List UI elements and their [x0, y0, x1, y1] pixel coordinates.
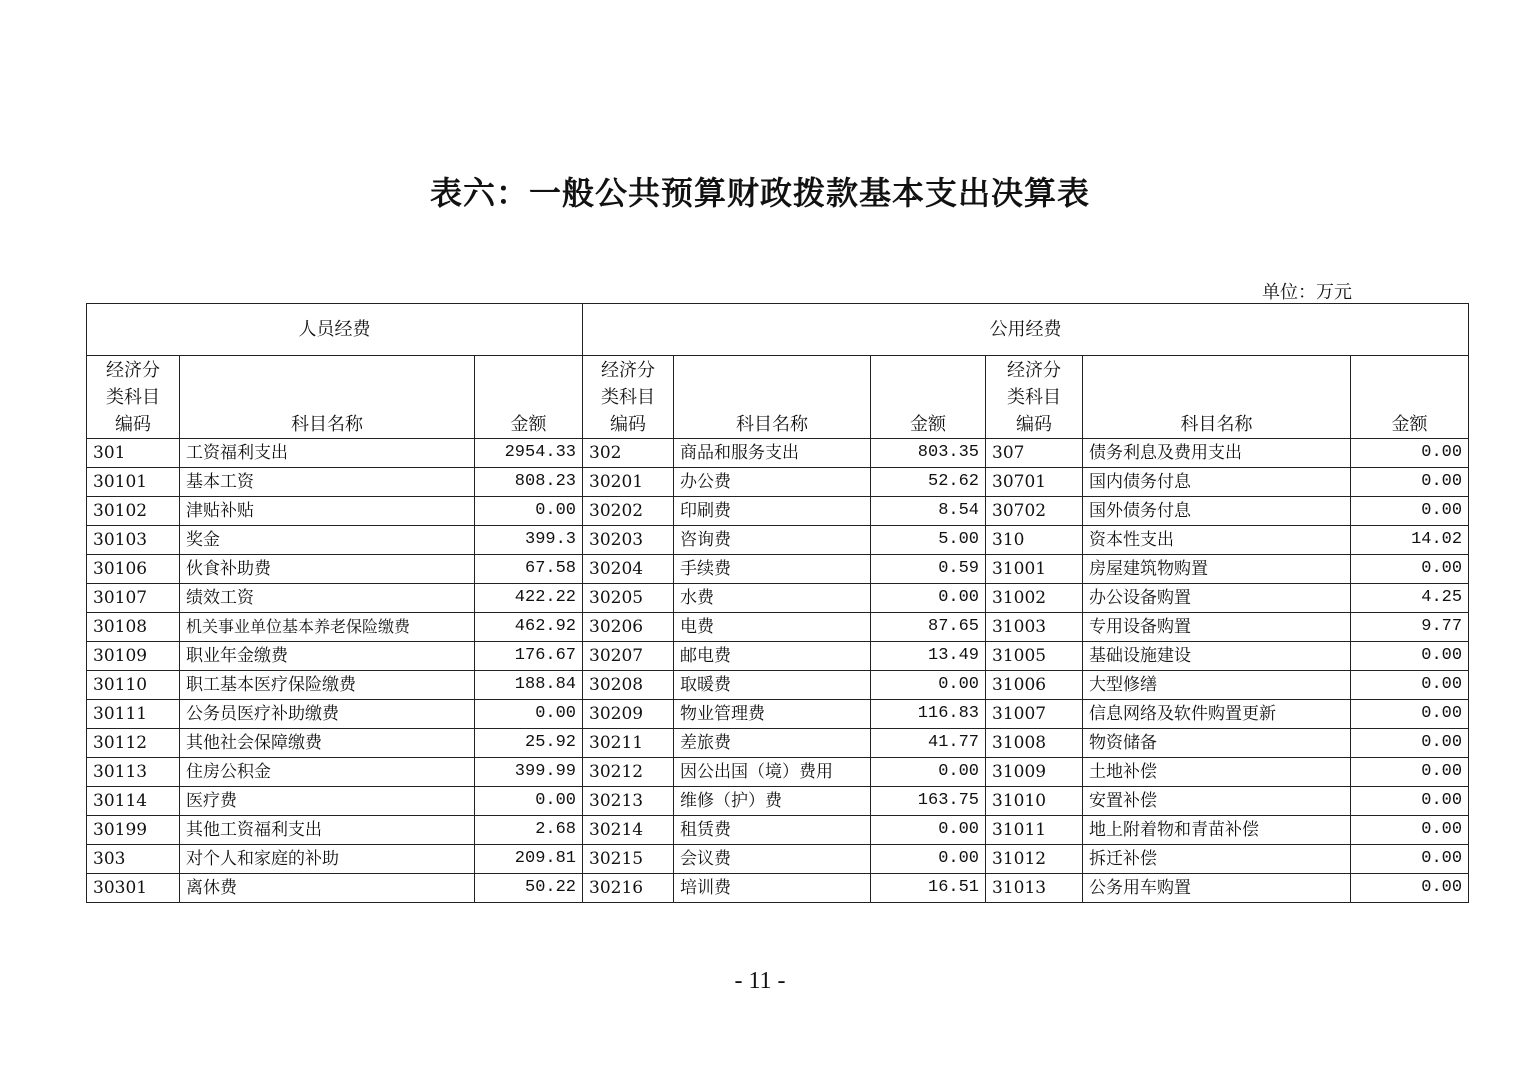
cell-name: 安置补偿 — [1083, 787, 1351, 816]
table-row — [87, 555, 1469, 584]
cell-amount: 0.00 — [871, 758, 986, 787]
cell-name: 津贴补贴 — [180, 497, 475, 526]
cell-code: 30107 — [87, 584, 180, 613]
cell-name: 差旅费 — [674, 729, 871, 758]
table-row — [87, 758, 1469, 787]
cell-name: 物资储备 — [1083, 729, 1351, 758]
cell-name: 维修（护）费 — [674, 787, 871, 816]
group-personnel: 人员经费 — [87, 304, 583, 356]
page-title: 表六：一般公共预算财政拨款基本支出决算表 — [429, 174, 1090, 212]
cell-code: 302 — [583, 439, 674, 468]
group-public: 公用经费 — [583, 304, 1469, 356]
table-row — [87, 497, 1469, 526]
cell-name: 商品和服务支出 — [674, 439, 871, 468]
cell-amount: 399.99 — [475, 758, 583, 787]
cell-name: 绩效工资 — [180, 584, 475, 613]
cell-amount: 8.54 — [871, 497, 986, 526]
cell-amount: 2954.33 — [475, 439, 583, 468]
table-row — [87, 468, 1469, 497]
cell-amount: 0.00 — [871, 845, 986, 874]
cell-name: 资本性支出 — [1083, 526, 1351, 555]
cell-code: 30211 — [583, 729, 674, 758]
cell-name: 拆迁补偿 — [1083, 845, 1351, 874]
page-number: - 11 - — [734, 968, 786, 994]
cell-name: 办公费 — [674, 468, 871, 497]
cell-code: 30110 — [87, 671, 180, 700]
cell-amount: 41.77 — [871, 729, 986, 758]
header-name: 科目名称 — [1083, 356, 1351, 439]
cell-amount: 50.22 — [475, 874, 583, 903]
cell-code: 30109 — [87, 642, 180, 671]
cell-code: 30202 — [583, 497, 674, 526]
cell-code: 30199 — [87, 816, 180, 845]
cell-name: 公务员医疗补助缴费 — [180, 700, 475, 729]
header-amount: 金额 — [1351, 356, 1469, 439]
cell-name: 其他社会保障缴费 — [180, 729, 475, 758]
cell-amount: 16.51 — [871, 874, 986, 903]
cell-amount: 0.00 — [1351, 468, 1469, 497]
cell-code: 30212 — [583, 758, 674, 787]
cell-amount: 25.92 — [475, 729, 583, 758]
cell-code: 30301 — [87, 874, 180, 903]
cell-name: 工资福利支出 — [180, 439, 475, 468]
cell-code: 31013 — [986, 874, 1083, 903]
cell-code: 31002 — [986, 584, 1083, 613]
cell-name: 基础设施建设 — [1083, 642, 1351, 671]
cell-amount: 2.68 — [475, 816, 583, 845]
budget-table — [86, 303, 1469, 903]
cell-code: 31007 — [986, 700, 1083, 729]
cell-name: 邮电费 — [674, 642, 871, 671]
cell-code: 31012 — [986, 845, 1083, 874]
cell-name: 培训费 — [674, 874, 871, 903]
cell-amount: 399.3 — [475, 526, 583, 555]
cell-name: 国内债务付息 — [1083, 468, 1351, 497]
cell-amount: 87.65 — [871, 613, 986, 642]
cell-code: 30101 — [87, 468, 180, 497]
cell-code: 30201 — [583, 468, 674, 497]
cell-amount: 0.00 — [475, 787, 583, 816]
cell-code: 303 — [87, 845, 180, 874]
cell-amount: 0.00 — [475, 700, 583, 729]
cell-amount: 176.67 — [475, 642, 583, 671]
cell-amount: 0.59 — [871, 555, 986, 584]
header-code: 经济分 类科目 编码 — [87, 356, 180, 439]
cell-code: 30108 — [87, 613, 180, 642]
table-row — [87, 642, 1469, 671]
cell-amount: 13.49 — [871, 642, 986, 671]
table-row — [87, 700, 1469, 729]
cell-code: 30209 — [583, 700, 674, 729]
cell-code: 31008 — [986, 729, 1083, 758]
cell-name: 地上附着物和青苗补偿 — [1083, 816, 1351, 845]
cell-amount: 116.83 — [871, 700, 986, 729]
table-row — [87, 613, 1469, 642]
cell-name: 住房公积金 — [180, 758, 475, 787]
cell-amount: 0.00 — [1351, 671, 1469, 700]
table-row — [87, 729, 1469, 758]
cell-amount: 0.00 — [1351, 729, 1469, 758]
cell-amount: 0.00 — [1351, 700, 1469, 729]
cell-code: 30203 — [583, 526, 674, 555]
cell-name: 奖金 — [180, 526, 475, 555]
cell-name: 因公出国（境）费用 — [674, 758, 871, 787]
cell-code: 30205 — [583, 584, 674, 613]
header-name: 科目名称 — [674, 356, 871, 439]
cell-name: 印刷费 — [674, 497, 871, 526]
cell-amount: 188.84 — [475, 671, 583, 700]
table-row — [87, 584, 1469, 613]
cell-name: 离休费 — [180, 874, 475, 903]
cell-amount: 209.81 — [475, 845, 583, 874]
cell-name: 手续费 — [674, 555, 871, 584]
cell-code: 30204 — [583, 555, 674, 584]
cell-code: 30216 — [583, 874, 674, 903]
cell-code: 30208 — [583, 671, 674, 700]
cell-name: 会议费 — [674, 845, 871, 874]
cell-amount: 52.62 — [871, 468, 986, 497]
cell-amount: 4.25 — [1351, 584, 1469, 613]
cell-amount: 0.00 — [1351, 555, 1469, 584]
cell-name: 机关事业单位基本养老保险缴费 — [180, 613, 475, 642]
cell-code: 30112 — [87, 729, 180, 758]
cell-name: 办公设备购置 — [1083, 584, 1351, 613]
cell-amount: 0.00 — [1351, 497, 1469, 526]
cell-code: 31003 — [986, 613, 1083, 642]
cell-amount: 0.00 — [1351, 816, 1469, 845]
cell-amount: 0.00 — [1351, 845, 1469, 874]
cell-code: 301 — [87, 439, 180, 468]
cell-name: 国外债务付息 — [1083, 497, 1351, 526]
cell-name: 土地补偿 — [1083, 758, 1351, 787]
cell-name: 咨询费 — [674, 526, 871, 555]
cell-amount: 0.00 — [475, 497, 583, 526]
table-row — [87, 787, 1469, 816]
cell-code: 30215 — [583, 845, 674, 874]
cell-amount: 0.00 — [1351, 874, 1469, 903]
cell-name: 房屋建筑物购置 — [1083, 555, 1351, 584]
cell-code: 30213 — [583, 787, 674, 816]
cell-code: 307 — [986, 439, 1083, 468]
cell-code: 31006 — [986, 671, 1083, 700]
cell-code: 30113 — [87, 758, 180, 787]
cell-name: 租赁费 — [674, 816, 871, 845]
cell-name: 债务利息及费用支出 — [1083, 439, 1351, 468]
cell-code: 30102 — [87, 497, 180, 526]
cell-amount: 0.00 — [1351, 439, 1469, 468]
cell-name: 取暖费 — [674, 671, 871, 700]
cell-code: 31001 — [986, 555, 1083, 584]
cell-code: 30114 — [87, 787, 180, 816]
cell-amount: 14.02 — [1351, 526, 1469, 555]
header-amount: 金额 — [871, 356, 986, 439]
cell-name: 职工基本医疗保险缴费 — [180, 671, 475, 700]
table-row — [87, 845, 1469, 874]
cell-code: 31011 — [986, 816, 1083, 845]
cell-name: 专用设备购置 — [1083, 613, 1351, 642]
cell-amount: 422.22 — [475, 584, 583, 613]
cell-code: 30111 — [87, 700, 180, 729]
cell-code: 30106 — [87, 555, 180, 584]
unit-label: 单位：万元 — [1262, 282, 1352, 303]
cell-amount: 5.00 — [871, 526, 986, 555]
cell-amount: 808.23 — [475, 468, 583, 497]
table-row — [87, 439, 1469, 468]
table-row — [87, 816, 1469, 845]
cell-name: 水费 — [674, 584, 871, 613]
cell-amount: 0.00 — [871, 584, 986, 613]
table-row — [87, 526, 1469, 555]
cell-amount: 462.92 — [475, 613, 583, 642]
cell-amount: 803.35 — [871, 439, 986, 468]
cell-name: 公务用车购置 — [1083, 874, 1351, 903]
cell-code: 30207 — [583, 642, 674, 671]
cell-amount: 9.77 — [1351, 613, 1469, 642]
cell-name: 物业管理费 — [674, 700, 871, 729]
cell-name: 信息网络及软件购置更新 — [1083, 700, 1351, 729]
group-header-row — [87, 304, 1469, 356]
cell-code: 30702 — [986, 497, 1083, 526]
cell-name: 基本工资 — [180, 468, 475, 497]
cell-code: 30701 — [986, 468, 1083, 497]
cell-code: 310 — [986, 526, 1083, 555]
cell-code: 31010 — [986, 787, 1083, 816]
header-code: 经济分 类科目 编码 — [986, 356, 1083, 439]
column-header-row — [87, 356, 1469, 439]
cell-amount: 163.75 — [871, 787, 986, 816]
cell-code: 31009 — [986, 758, 1083, 787]
cell-amount: 0.00 — [1351, 642, 1469, 671]
cell-name: 伙食补助费 — [180, 555, 475, 584]
header-code: 经济分 类科目 编码 — [583, 356, 674, 439]
header-amount: 金额 — [475, 356, 583, 439]
cell-code: 31005 — [986, 642, 1083, 671]
cell-amount: 0.00 — [1351, 787, 1469, 816]
cell-amount: 0.00 — [871, 816, 986, 845]
cell-code: 30103 — [87, 526, 180, 555]
cell-name: 电费 — [674, 613, 871, 642]
cell-amount: 0.00 — [1351, 758, 1469, 787]
cell-name: 其他工资福利支出 — [180, 816, 475, 845]
cell-amount: 0.00 — [871, 671, 986, 700]
table-row — [87, 671, 1469, 700]
header-name: 科目名称 — [180, 356, 475, 439]
cell-name: 医疗费 — [180, 787, 475, 816]
table-row — [87, 874, 1469, 903]
cell-name: 职业年金缴费 — [180, 642, 475, 671]
cell-name: 大型修缮 — [1083, 671, 1351, 700]
cell-amount: 67.58 — [475, 555, 583, 584]
cell-code: 30206 — [583, 613, 674, 642]
cell-name: 对个人和家庭的补助 — [180, 845, 475, 874]
cell-code: 30214 — [583, 816, 674, 845]
